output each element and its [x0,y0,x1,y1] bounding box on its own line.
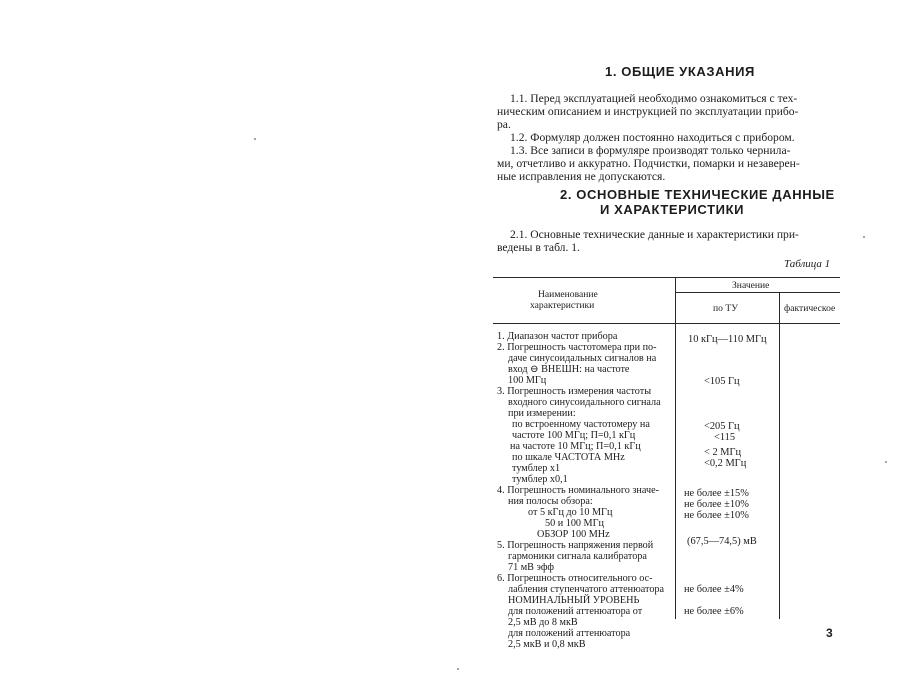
table-row: ния полосы обзора: [508,496,593,507]
section-2-heading-line2: И ХАРАКТЕРИСТИКИ [600,202,745,217]
section-2-line: 2.1. Основные технические данные и характеристики при- [510,228,799,241]
table-value: не более ±15% [684,488,749,499]
section-2-heading-line1: 2. ОСНОВНЫЕ ТЕХНИЧЕСКИЕ ДАННЫЕ [560,187,835,202]
table-value: <115 [714,432,736,443]
table-row: 6. Погрешность относительного ос- [497,573,653,584]
table-row: 1. Диапазон частот прибора [497,331,618,342]
table-header-inner-rule [675,292,840,293]
table-header-spec: по ТУ [713,303,738,314]
table-row: тумблер x0,1 [512,474,568,485]
table-value: < 2 МГц [704,447,742,458]
table-header-name: Наименование [538,289,598,300]
table-row: для положений аттенюатора [508,628,631,639]
table-row: 4. Погрешность номинального значе- [497,485,660,496]
section-1-line: ра. [497,118,511,131]
table-value: не более ±10% [684,499,749,510]
page-number: 3 [826,626,833,640]
section-1-line: 1.1. Перед эксплуатацией необходимо ознакомиться с тех- [510,92,798,105]
table-value: (67,5—74,5) мВ [687,536,757,547]
section-1-line: ные исправления не допускаются. [497,170,666,183]
table-row: НОМИНАЛЬНЫЙ УРОВЕНЬ [508,595,640,606]
table-row: на частоте 10 МГц; П=0,1 кГц [510,441,641,452]
table-row: 71 мВ эфф [508,562,554,573]
scan-speck [885,461,887,463]
section-1-line: 1.2. Формуляр должен постоянно находиться с прибором. [510,131,795,144]
section-1-line: ми, отчетливо и аккуратно. Подчистки, помарки и незаверен- [497,157,800,170]
table-row: 2. Погрешность частотомера при по- [497,342,657,353]
table-row: 50 и 100 МГц [545,518,604,529]
table-row: входного синусоидального сигнала [508,397,661,408]
table-row: ОБЗОР 100 MHz [537,529,610,540]
table-value: <0,2 МГц [704,458,747,469]
table-row: вход ⊖ ВНЕШН: на частоте [508,364,630,375]
scan-speck [457,668,459,670]
section-1-line: 1.3. Все записи в формуляре производят только чернила- [510,144,791,157]
table-value: <205 Гц [704,421,740,432]
table-row: при измерении: [508,408,576,419]
table-row: 5. Погрешность напряжения первой [497,540,654,551]
table-row: по встроенному частотомеру на [512,419,650,430]
table-row: 2,5 мВ до 8 мкВ [508,617,578,628]
table-value: <105 Гц [704,376,740,387]
section-1-line: ническим описанием и инструкцией по эксплуатации прибо- [497,105,799,118]
table-value: не более ±10% [684,510,749,521]
table-header-name: характеристики [530,300,595,311]
table-row: лабления ступенчатого аттенюатора [508,584,665,595]
table-value: не более ±4% [684,584,744,595]
section-2-line: ведены в табл. 1. [497,241,580,254]
table-caption: Таблица 1 [784,258,831,270]
table-row: 3. Погрешность измерения частоты [497,386,652,397]
table-header-actual: фактическое [784,303,836,314]
table-row: 2,5 мкВ и 0,8 мкВ [508,639,586,650]
table-header-bottom-rule [493,323,840,324]
table-column-divider [779,292,780,619]
table-value: не более ±6% [684,606,744,617]
table-row: от 5 кГц до 10 МГц [528,507,613,518]
table-top-rule [493,277,840,278]
table-row: гармоники сигнала калибратора [508,551,647,562]
section-1-heading: 1. ОБЩИЕ УКАЗАНИЯ [605,64,756,79]
table-row: частоте 100 МГц; П=0,1 кГц [512,430,636,441]
table-row: 100 МГц [508,375,547,386]
table-row: по шкале ЧАСТОТА MHz [512,452,625,463]
table-value: 10 кГц—110 МГц [688,334,767,345]
table-row: для положений аттенюатора от [508,606,643,617]
table-row: тумблер x1 [512,463,561,474]
table-header-value: Значение [732,280,770,291]
scan-speck [863,236,865,238]
table-column-divider [675,277,676,619]
table-row: даче синусоидальных сигналов на [508,353,657,364]
scan-speck [254,138,256,140]
